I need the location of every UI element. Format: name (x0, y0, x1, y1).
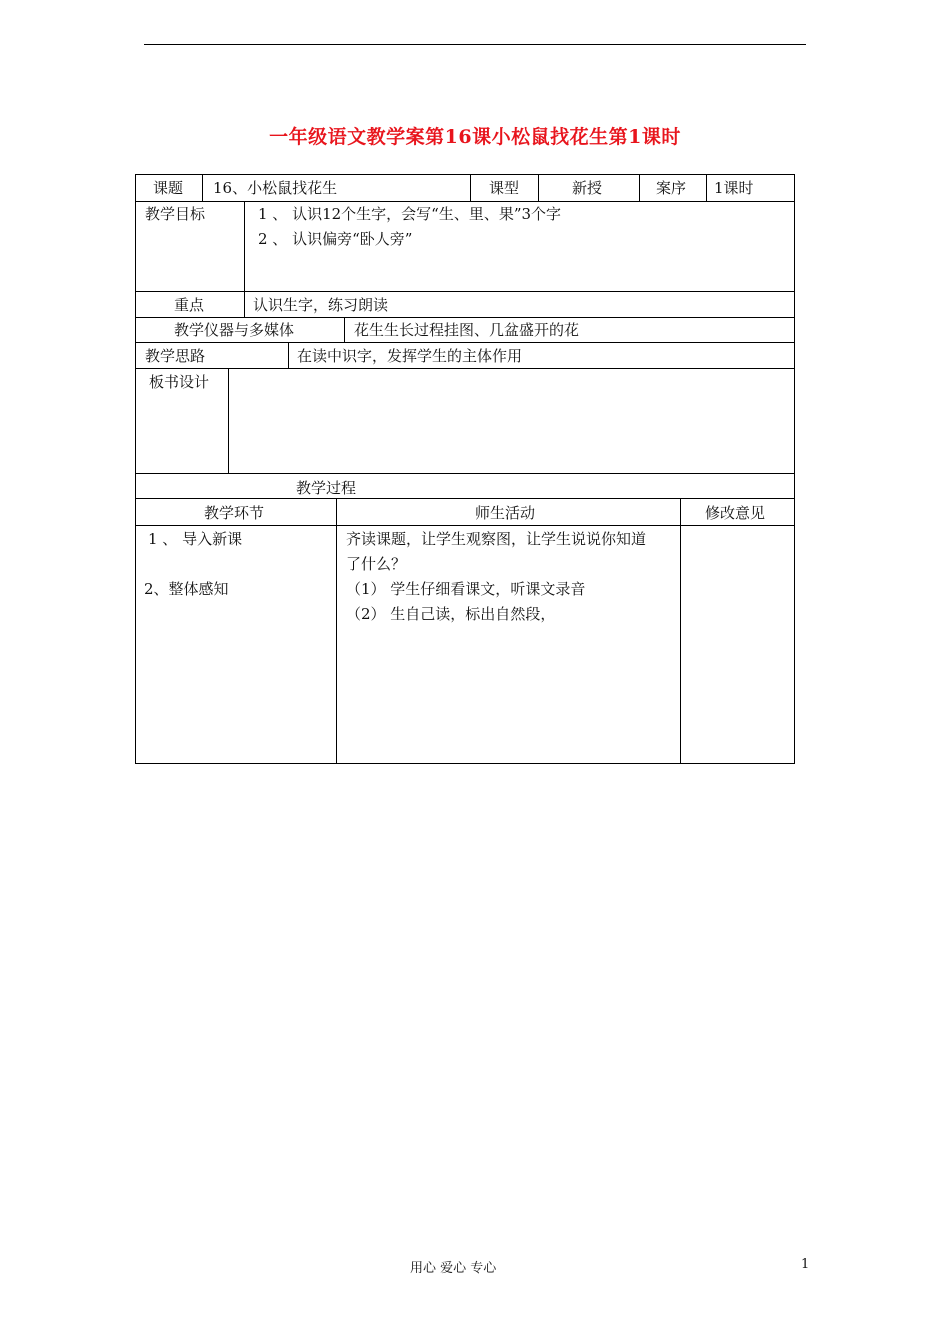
col-divider (228, 368, 229, 473)
row-divider (136, 291, 794, 292)
goal-item: 2 、 认识偏旁“卧人旁” (258, 230, 413, 248)
col-divider (344, 317, 345, 342)
col-divider (202, 175, 203, 201)
focus-value: 认识生字，练习朗读 (253, 296, 389, 314)
row-divider (136, 201, 794, 202)
row-divider (136, 473, 794, 474)
col-divider (639, 175, 640, 201)
col-divider (706, 175, 707, 201)
activity-line: （1） 学生仔细看课文，听课文录音 (346, 580, 586, 598)
type-label: 课型 (489, 179, 520, 197)
col-divider (538, 175, 539, 201)
step-item: 2、整体感知 (144, 580, 229, 598)
board-design-label: 板书设计 (149, 373, 210, 391)
col-divider (336, 498, 337, 764)
header-rule (144, 44, 806, 45)
row-divider (136, 317, 794, 318)
activity-line: 了什么？ (346, 555, 407, 573)
row-divider (136, 368, 794, 369)
sequence-label: 案序 (656, 179, 687, 197)
sequence-value: 1课时 (714, 179, 754, 197)
column-header-revision: 修改意见 (705, 504, 766, 522)
type-value: 新授 (572, 179, 603, 197)
topic-value: 16、小松鼠找花生 (213, 179, 338, 197)
media-label: 教学仪器与多媒体 (174, 321, 295, 339)
media-value: 花生生长过程挂图、几盆盛开的花 (354, 321, 580, 339)
approach-value: 在读中识字，发挥学生的主体作用 (297, 347, 523, 365)
step-item: 1 、 导入新课 (148, 530, 243, 548)
goal-item: 1 、 认识12个生字，会写“生、里、果”3个字 (258, 205, 562, 223)
approach-label: 教学思路 (145, 347, 206, 365)
row-divider (136, 498, 794, 499)
document-title: 一年级语文教学案第16课小松鼠找花生第1课时 (269, 126, 681, 148)
row-divider (136, 525, 794, 526)
col-divider (288, 342, 289, 368)
activity-line: 齐读课题，让学生观察图，让学生说说你知道 (346, 530, 647, 548)
lesson-plan-table (135, 174, 795, 764)
page-number: 1 (801, 1257, 810, 1272)
focus-label: 重点 (174, 296, 205, 314)
activity-line: （2） 生自己读，标出自然段， (346, 605, 556, 623)
col-divider (680, 498, 681, 764)
goals-label: 教学目标 (145, 205, 206, 223)
column-header-activity: 师生活动 (475, 504, 536, 522)
process-heading: 教学过程 (296, 479, 357, 497)
row-divider (136, 342, 794, 343)
topic-label: 课题 (153, 179, 184, 197)
col-divider (470, 175, 471, 201)
column-header-step: 教学环节 (204, 504, 265, 522)
footer-motto: 用心 爱心 专心 (410, 1261, 497, 1276)
col-divider (244, 201, 245, 317)
